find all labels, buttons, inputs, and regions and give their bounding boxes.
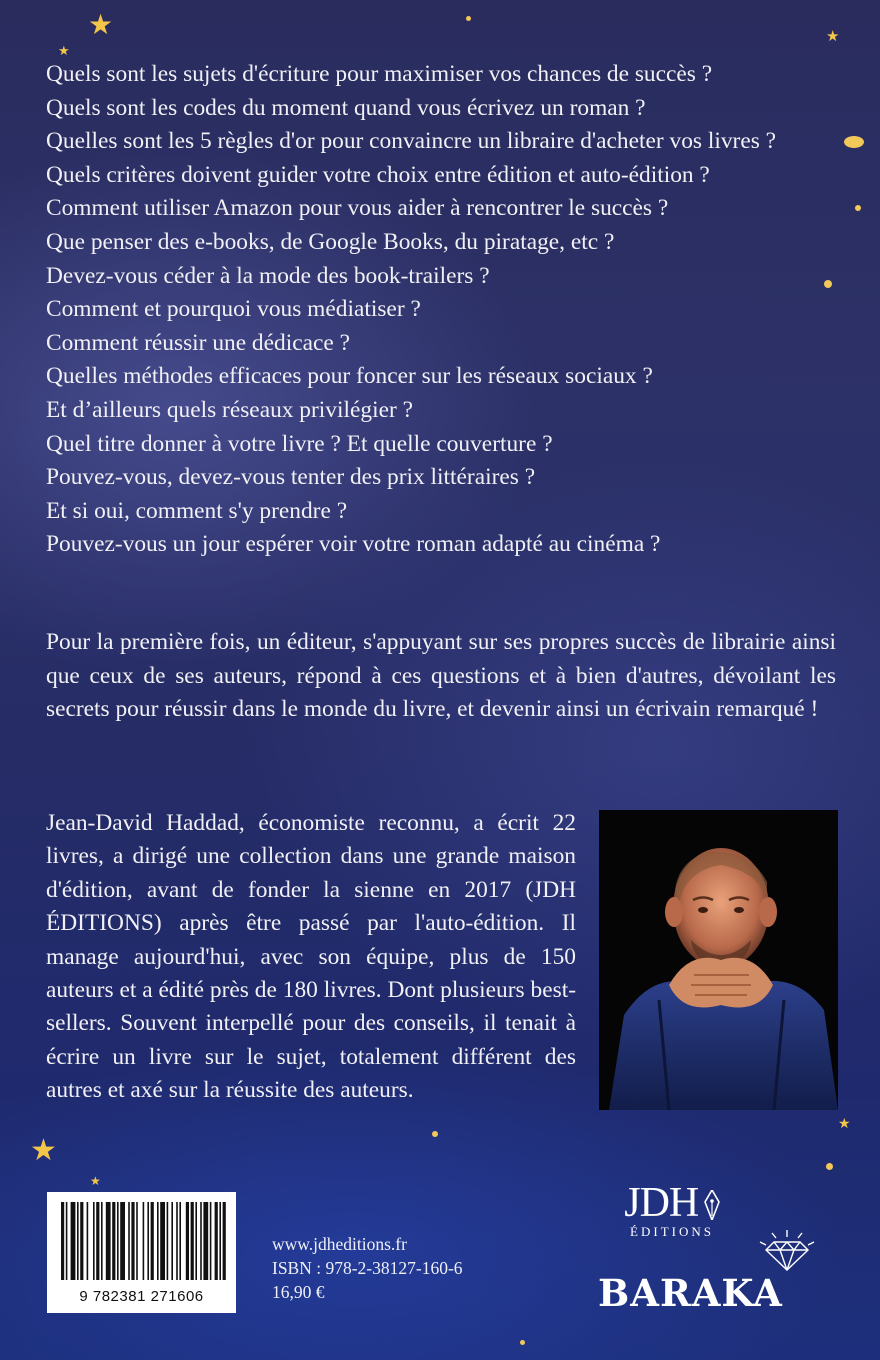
barcode-bar bbox=[200, 1202, 202, 1280]
barcode-bar bbox=[131, 1202, 134, 1280]
pen-nib-icon bbox=[704, 1190, 720, 1220]
question-item: Pouvez-vous, devez-vous tenter des prix littéraires ? bbox=[46, 464, 536, 491]
question-item: Quelles sont les 5 règles d'or pour convaincre un libraire d'acheter vos livres ? bbox=[46, 128, 777, 155]
barcode-bar bbox=[80, 1202, 83, 1280]
barcode-bar bbox=[120, 1202, 125, 1280]
question-item: Et d’ailleurs quels réseaux privilégier ? bbox=[46, 396, 413, 423]
barcode-bar bbox=[179, 1202, 181, 1280]
baraka-logo: BARAKA bbox=[598, 1271, 783, 1315]
star-icon: ★ bbox=[58, 43, 70, 58]
barcode-bar bbox=[176, 1202, 178, 1280]
website-link[interactable]: www.jdheditions.fr bbox=[272, 1234, 407, 1254]
barcode-bar bbox=[87, 1202, 89, 1280]
author-bio-paragraph: Jean-David Haddad, économiste reconnu, a écrit 22 livres, a dirigé une collection dans une grande maison d'édition, avant de fonder la sienne en 2017 (JDH ÉDITIONS) après être passé par l'auto-édition. Il manage aujourd'hui, avec son équipe, plus de 150 auteurs et a édité près de 180 livres. Dont plusieurs best-sellers. Souvent interpellé pour des conseils, il tenait à écrire un livre sur le sujet, totalement différent des autres et axé sur la réussite des auteurs. bbox=[46, 810, 576, 1104]
barcode-bar bbox=[219, 1202, 221, 1280]
barcode-bar bbox=[215, 1202, 218, 1280]
barcode-bar bbox=[143, 1202, 145, 1280]
star-icon: ★ bbox=[90, 1174, 101, 1188]
question-item: Devez-vous céder à la mode des book-trailers ? bbox=[46, 262, 490, 289]
author-photo bbox=[599, 810, 838, 1110]
questions-list bbox=[46, 58, 846, 562]
book-pitch-paragraph: Pour la première fois, un éditeur, s'appuyant sur ses propres succès de librairie ainsi que ceux de ses auteurs, répond à ces questions et à bien d'autres, dévoilant les secrets pour réussir dans le monde du livre, et devenir ainsi un écrivain remarqué ! bbox=[46, 629, 836, 722]
barcode-bar bbox=[66, 1202, 68, 1280]
barcode-bar bbox=[136, 1202, 138, 1280]
question-item: Quels critères doivent guider votre choix entre édition et auto-édition ? bbox=[46, 161, 710, 188]
barcode-bar bbox=[167, 1202, 169, 1280]
jdh-letters: JDH bbox=[624, 1180, 699, 1226]
barcode-bar bbox=[71, 1202, 76, 1280]
barcode-bar bbox=[223, 1202, 226, 1280]
barcode-bar bbox=[101, 1202, 103, 1280]
price-text: 16,90 € bbox=[272, 1282, 325, 1302]
star-dot bbox=[855, 205, 861, 211]
barcode-bar bbox=[186, 1202, 189, 1280]
barcode-bar bbox=[195, 1202, 197, 1280]
diamond-icon bbox=[752, 1228, 822, 1274]
barcode-bar bbox=[96, 1202, 99, 1280]
barcode-bar bbox=[210, 1202, 212, 1280]
question-item: Comment utiliser Amazon pour vous aider à rencontrer le succès ? bbox=[46, 195, 669, 222]
question-item: Quels sont les sujets d'écriture pour maximiser vos chances de succès ? bbox=[46, 61, 713, 87]
barcode-icon bbox=[47, 1192, 236, 1292]
barcode-bar bbox=[128, 1202, 130, 1280]
barcode-bar bbox=[117, 1202, 119, 1280]
star-dot bbox=[432, 1131, 438, 1137]
barcode-bar bbox=[151, 1202, 154, 1280]
barcode-digits: 9 782381 271606 bbox=[79, 1288, 204, 1305]
barcode-bar bbox=[203, 1202, 208, 1280]
jdh-editions-logo bbox=[612, 1180, 732, 1250]
star-dot bbox=[844, 136, 864, 148]
barcode-bar bbox=[106, 1202, 111, 1280]
barcode-bar bbox=[171, 1202, 173, 1280]
barcode-bar bbox=[93, 1202, 95, 1280]
barcode-bar bbox=[191, 1202, 194, 1280]
question-item: Pouvez-vous un jour espérer voir votre roman adapté au cinéma ? bbox=[46, 531, 661, 558]
barcode-bar bbox=[160, 1202, 165, 1280]
publisher-info bbox=[272, 1232, 463, 1304]
barcode-bar bbox=[61, 1202, 64, 1280]
star-icon: ★ bbox=[88, 10, 114, 41]
barcode-bar bbox=[157, 1202, 159, 1280]
question-item: Comment et pourquoi vous médiatiser ? bbox=[46, 296, 421, 323]
star-dot bbox=[520, 1340, 525, 1345]
star-icon: ★ bbox=[30, 1134, 57, 1167]
question-item: Quelles méthodes efficaces pour foncer sur les réseaux sociaux ? bbox=[46, 363, 653, 390]
star-dot bbox=[466, 16, 471, 21]
author-portrait-icon bbox=[599, 810, 838, 1110]
question-item: Et si oui, comment s'y prendre ? bbox=[46, 497, 348, 524]
jdh-logo-subtitle: ÉDITIONS bbox=[630, 1224, 714, 1239]
barcode bbox=[47, 1192, 236, 1313]
isbn-text: ISBN : 978-2-38127-160-6 bbox=[272, 1258, 463, 1278]
star-icon: ★ bbox=[838, 1117, 851, 1132]
question-item: Quels sont les codes du moment quand vous écrivez un roman ? bbox=[46, 94, 646, 121]
question-item: Comment réussir une dédicace ? bbox=[46, 329, 350, 356]
barcode-bar bbox=[77, 1202, 79, 1280]
jdh-logo-text bbox=[612, 1180, 732, 1226]
star-dot bbox=[826, 1163, 833, 1170]
question-item: Que penser des e-books, de Google Books, du piratage, etc ? bbox=[46, 228, 615, 255]
barcode-bar bbox=[112, 1202, 115, 1280]
star-icon: ★ bbox=[826, 29, 840, 45]
barcode-bar bbox=[147, 1202, 149, 1280]
question-item: Quel titre donner à votre livre ? Et quelle couverture ? bbox=[46, 430, 553, 457]
